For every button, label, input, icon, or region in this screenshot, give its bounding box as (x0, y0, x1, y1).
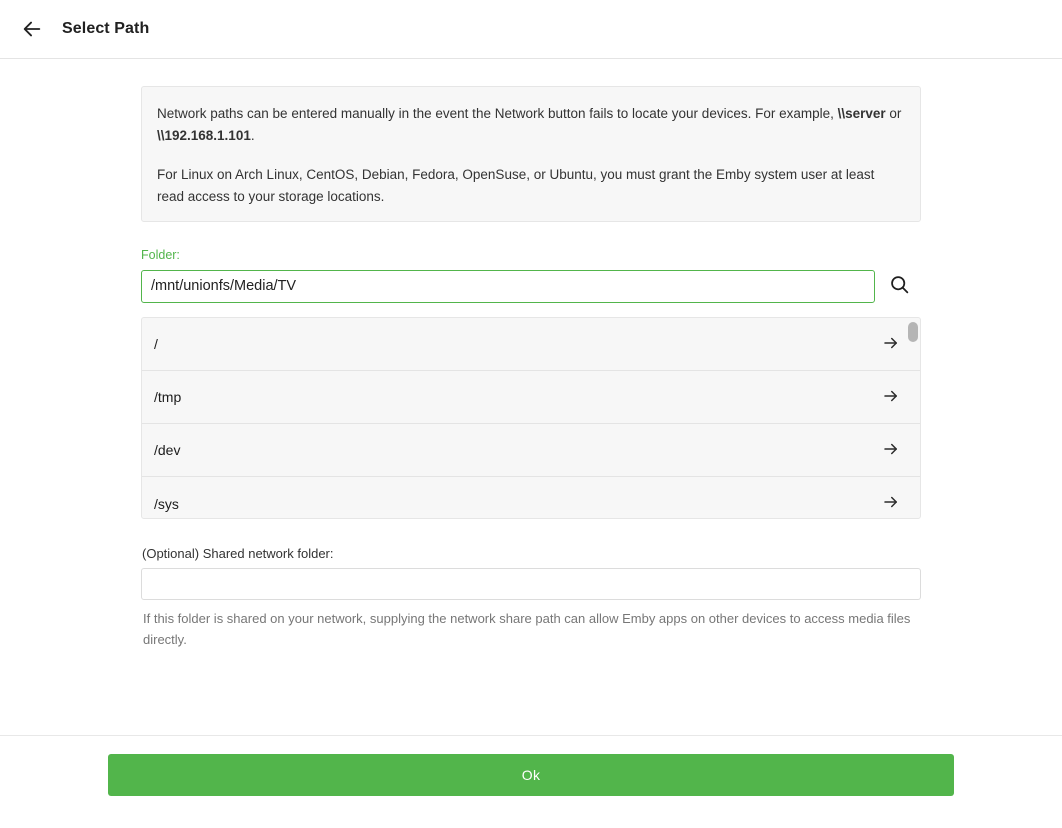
search-button[interactable] (877, 268, 921, 304)
back-button[interactable] (10, 7, 54, 51)
path-list-scroll (142, 318, 920, 518)
dialog-content (0, 60, 1062, 735)
arrow-right-icon (882, 387, 900, 408)
notice-text-1: Network paths can be entered manually in the event the Network button fails to locate your devices. For example, (157, 106, 838, 121)
list-item-label: /tmp (154, 389, 182, 406)
path-list[interactable] (141, 317, 921, 519)
folder-row (141, 268, 921, 304)
list-item[interactable] (142, 371, 920, 424)
list-item[interactable] (142, 477, 920, 518)
dialog-header (0, 0, 1062, 59)
folder-label: Folder: (141, 248, 180, 263)
folder-input[interactable] (141, 270, 875, 303)
network-path-notice (141, 86, 921, 222)
notice-example-ip: \\192.168.1.101 (157, 127, 251, 143)
notice-example-server: \\server (837, 106, 886, 121)
page-title: Select Path (62, 20, 150, 37)
notice-paragraph-1 (157, 103, 905, 147)
notice-text-period: . (250, 127, 255, 143)
list-item[interactable] (142, 318, 920, 371)
network-folder-input[interactable] (141, 568, 921, 600)
list-item-label: /dev (154, 442, 181, 459)
notice-paragraph-2: For Linux on Arch Linux, CentOS, Debian, Fedora, OpenSuse, or Ubuntu, you must grant the Emby system user at least read access to your storage locations. (157, 166, 875, 204)
arrow-left-icon (21, 18, 43, 40)
path-list-scrollbar[interactable] (908, 318, 918, 518)
network-folder-helper: If this folder is shared on your network, supplying the network share path can allow Emby apps on other devices to access media files directly. (143, 611, 911, 648)
arrow-right-icon (882, 334, 900, 355)
network-folder-label: (Optional) Shared network folder: (142, 546, 334, 562)
search-icon (889, 274, 910, 298)
ok-button[interactable]: Ok (108, 754, 954, 796)
list-item-label: / (154, 336, 158, 353)
list-item-label: /sys (154, 495, 179, 512)
scrollbar-thumb[interactable] (908, 322, 918, 342)
notice-text-or: or (885, 106, 902, 121)
arrow-right-icon (882, 493, 900, 514)
dialog-footer (0, 735, 1062, 828)
list-item[interactable] (142, 424, 920, 477)
arrow-right-icon (882, 440, 900, 461)
